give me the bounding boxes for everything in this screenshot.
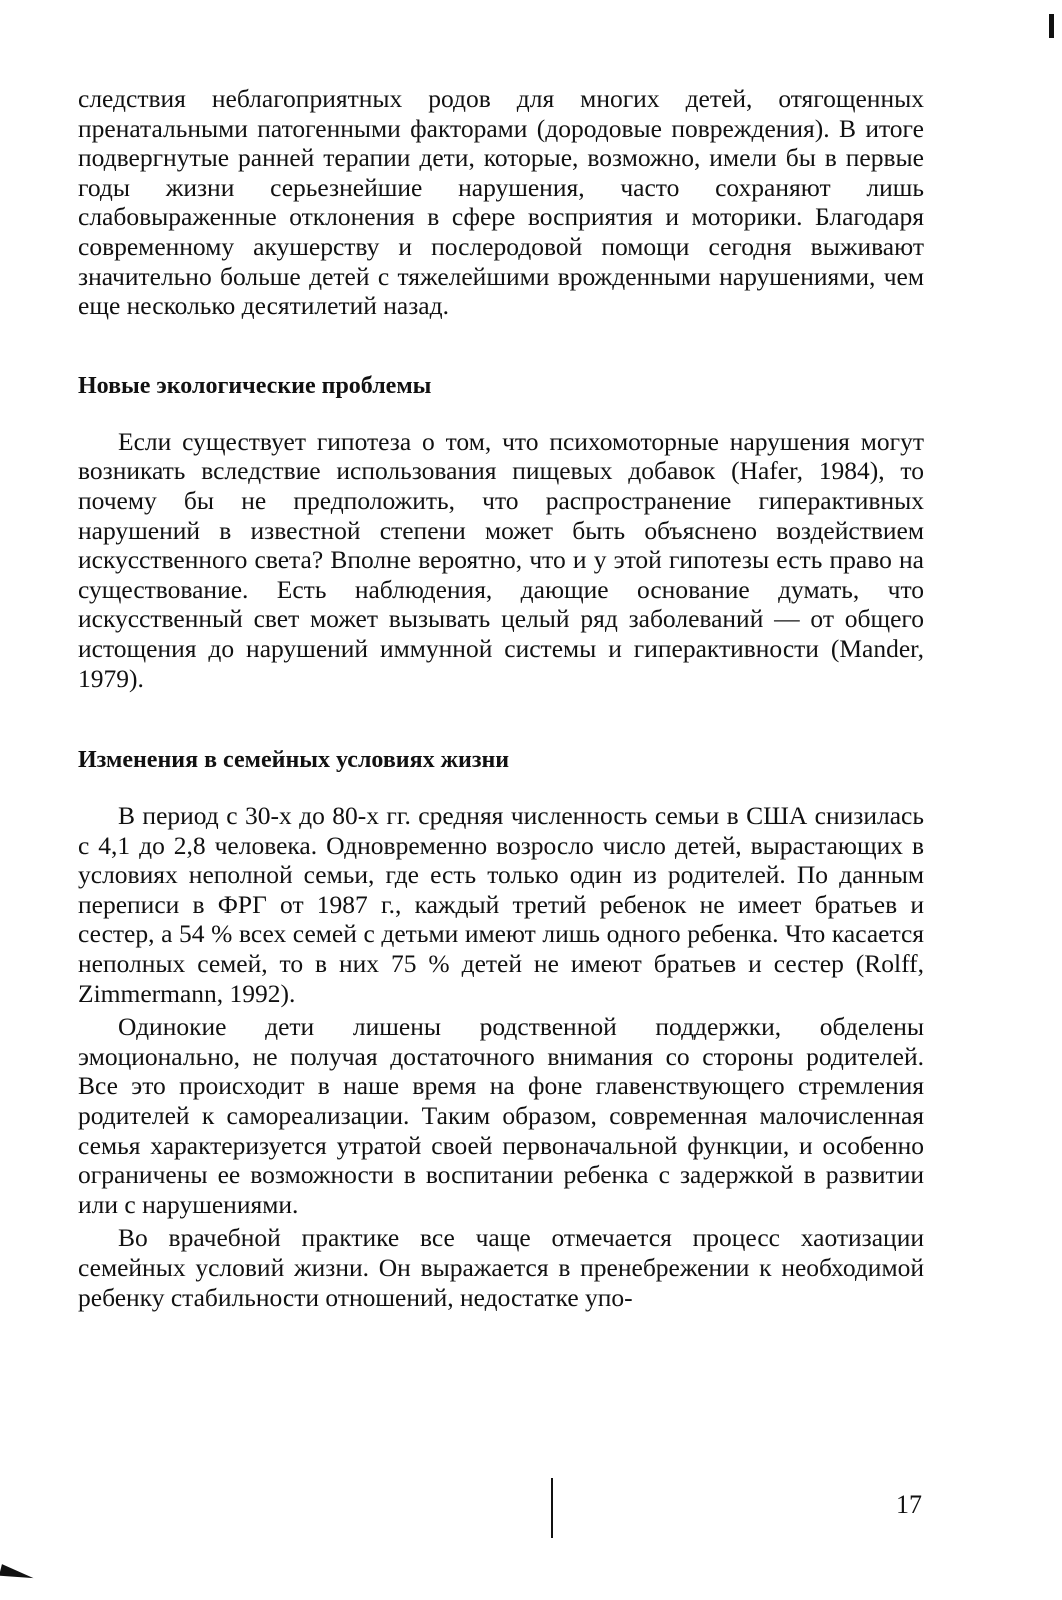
page-body (78, 84, 924, 1312)
scan-mark-bottom (551, 1478, 553, 1538)
section-heading-family: Изменения в семейных условиях жизни (78, 747, 510, 774)
family-paragraph-1: В период с 30-х до 80-х гг. средняя численность семьи в США снизилась с 4,1 до 2,8 человека. Одновременно возросло число детей, вырастающих в условиях неполной семьи, где есть только один из родителей. По данным переписи в ФРГ от 1987 г., каждый третий ребенок не имеет братьев и сестер, а 54 % всех семей с детьми имеют лишь одного ребенка. Что касается неполных семей, то в них 75 % детей не имеют братьев и сестер (Rolff, Zimmermann, 1992). (78, 801, 924, 1008)
intro-paragraph: следствия неблагоприятных родов для многих детей, отягощенных пренатальными патогенными факторами (дородовые повреждения). В итоге подвергнутые ранней терапии дети, которые, возможно, имели бы в первые годы жизни серьезнейшие нарушения, часто сохраняют лишь слабовыраженные отклонения в сфере восприятия и моторики. Благодаря современному акушерству и послеродовой помощи сегодня выживают значительно больше детей с тяжелейшими врожденными нарушениями, чем еще несколько десятилетий назад. (78, 84, 924, 321)
section-heading-ecology: Новые экологические проблемы (78, 372, 432, 399)
family-paragraph-3: Во врачебной практике все чаще отмечается процесс хаотизации семейных условий жизни. Он выражается в пренебрежении к необходимой ребенку стабильности отношений, недостатке упо- (78, 1223, 924, 1312)
family-paragraph-2: Одинокие дети лишены родственной поддержки, обделены эмоционально, не получая достаточного внимания со стороны родителей. Все это происходит в наше время на фоне главенствующего стремления родителей к самореализации. Таким образом, современная малочисленная семья характеризуется утратой своей первоначальной функции, и особенно ограничены ее возможности в воспитании ребенка с задержкой в развитии или с нарушениями. (78, 1012, 924, 1219)
scan-mark-top (1049, 14, 1054, 38)
scan-arrow-mark (0, 1564, 35, 1584)
ecology-paragraph: Если существует гипотеза о том, что психомоторные нарушения могут возникать вследствие использования пищевых добавок (Hafer, 1984), то почему бы не предположить, что распространение гиперактивных нарушений в известной степени может быть объяснено воздействием искусственного света? Вполне вероятно, что и у этой гипотезы есть право на существование. Есть наблюдения, дающие основание думать, что искусственный свет может вызывать целый ряд заболеваний — от общего истощения до нарушений иммунной системы и гиперактивности (Mander, 1979). (78, 426, 924, 693)
page-number: 17 (896, 1490, 922, 1519)
